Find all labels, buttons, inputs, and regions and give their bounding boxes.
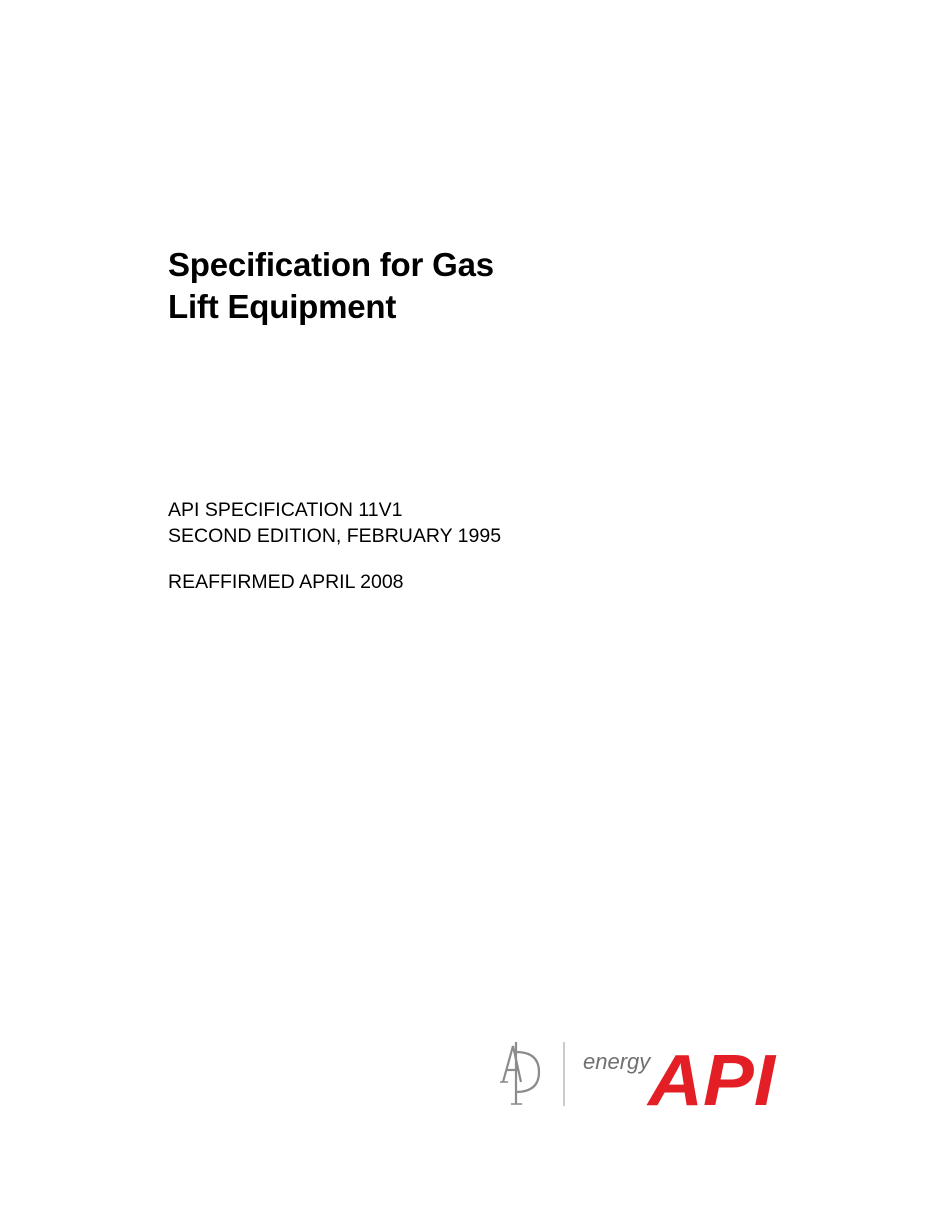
meta-spacer <box>168 549 501 569</box>
api-monogram-icon <box>500 1042 539 1104</box>
document-meta <box>168 497 501 595</box>
document-title <box>168 244 494 328</box>
api-logo <box>495 1038 785 1110</box>
logo-wordmark: API <box>645 1041 778 1110</box>
title-line-1: Specification for Gas <box>168 246 494 283</box>
logo-tagline: energy <box>583 1049 651 1074</box>
reaffirmed-line: REAFFIRMED APRIL 2008 <box>168 571 404 593</box>
title-line-2: Lift Equipment <box>168 288 397 325</box>
edition-line: SECOND EDITION, FEBRUARY 1995 <box>168 525 502 547</box>
spec-number: API SPECIFICATION 11V1 <box>168 499 403 521</box>
